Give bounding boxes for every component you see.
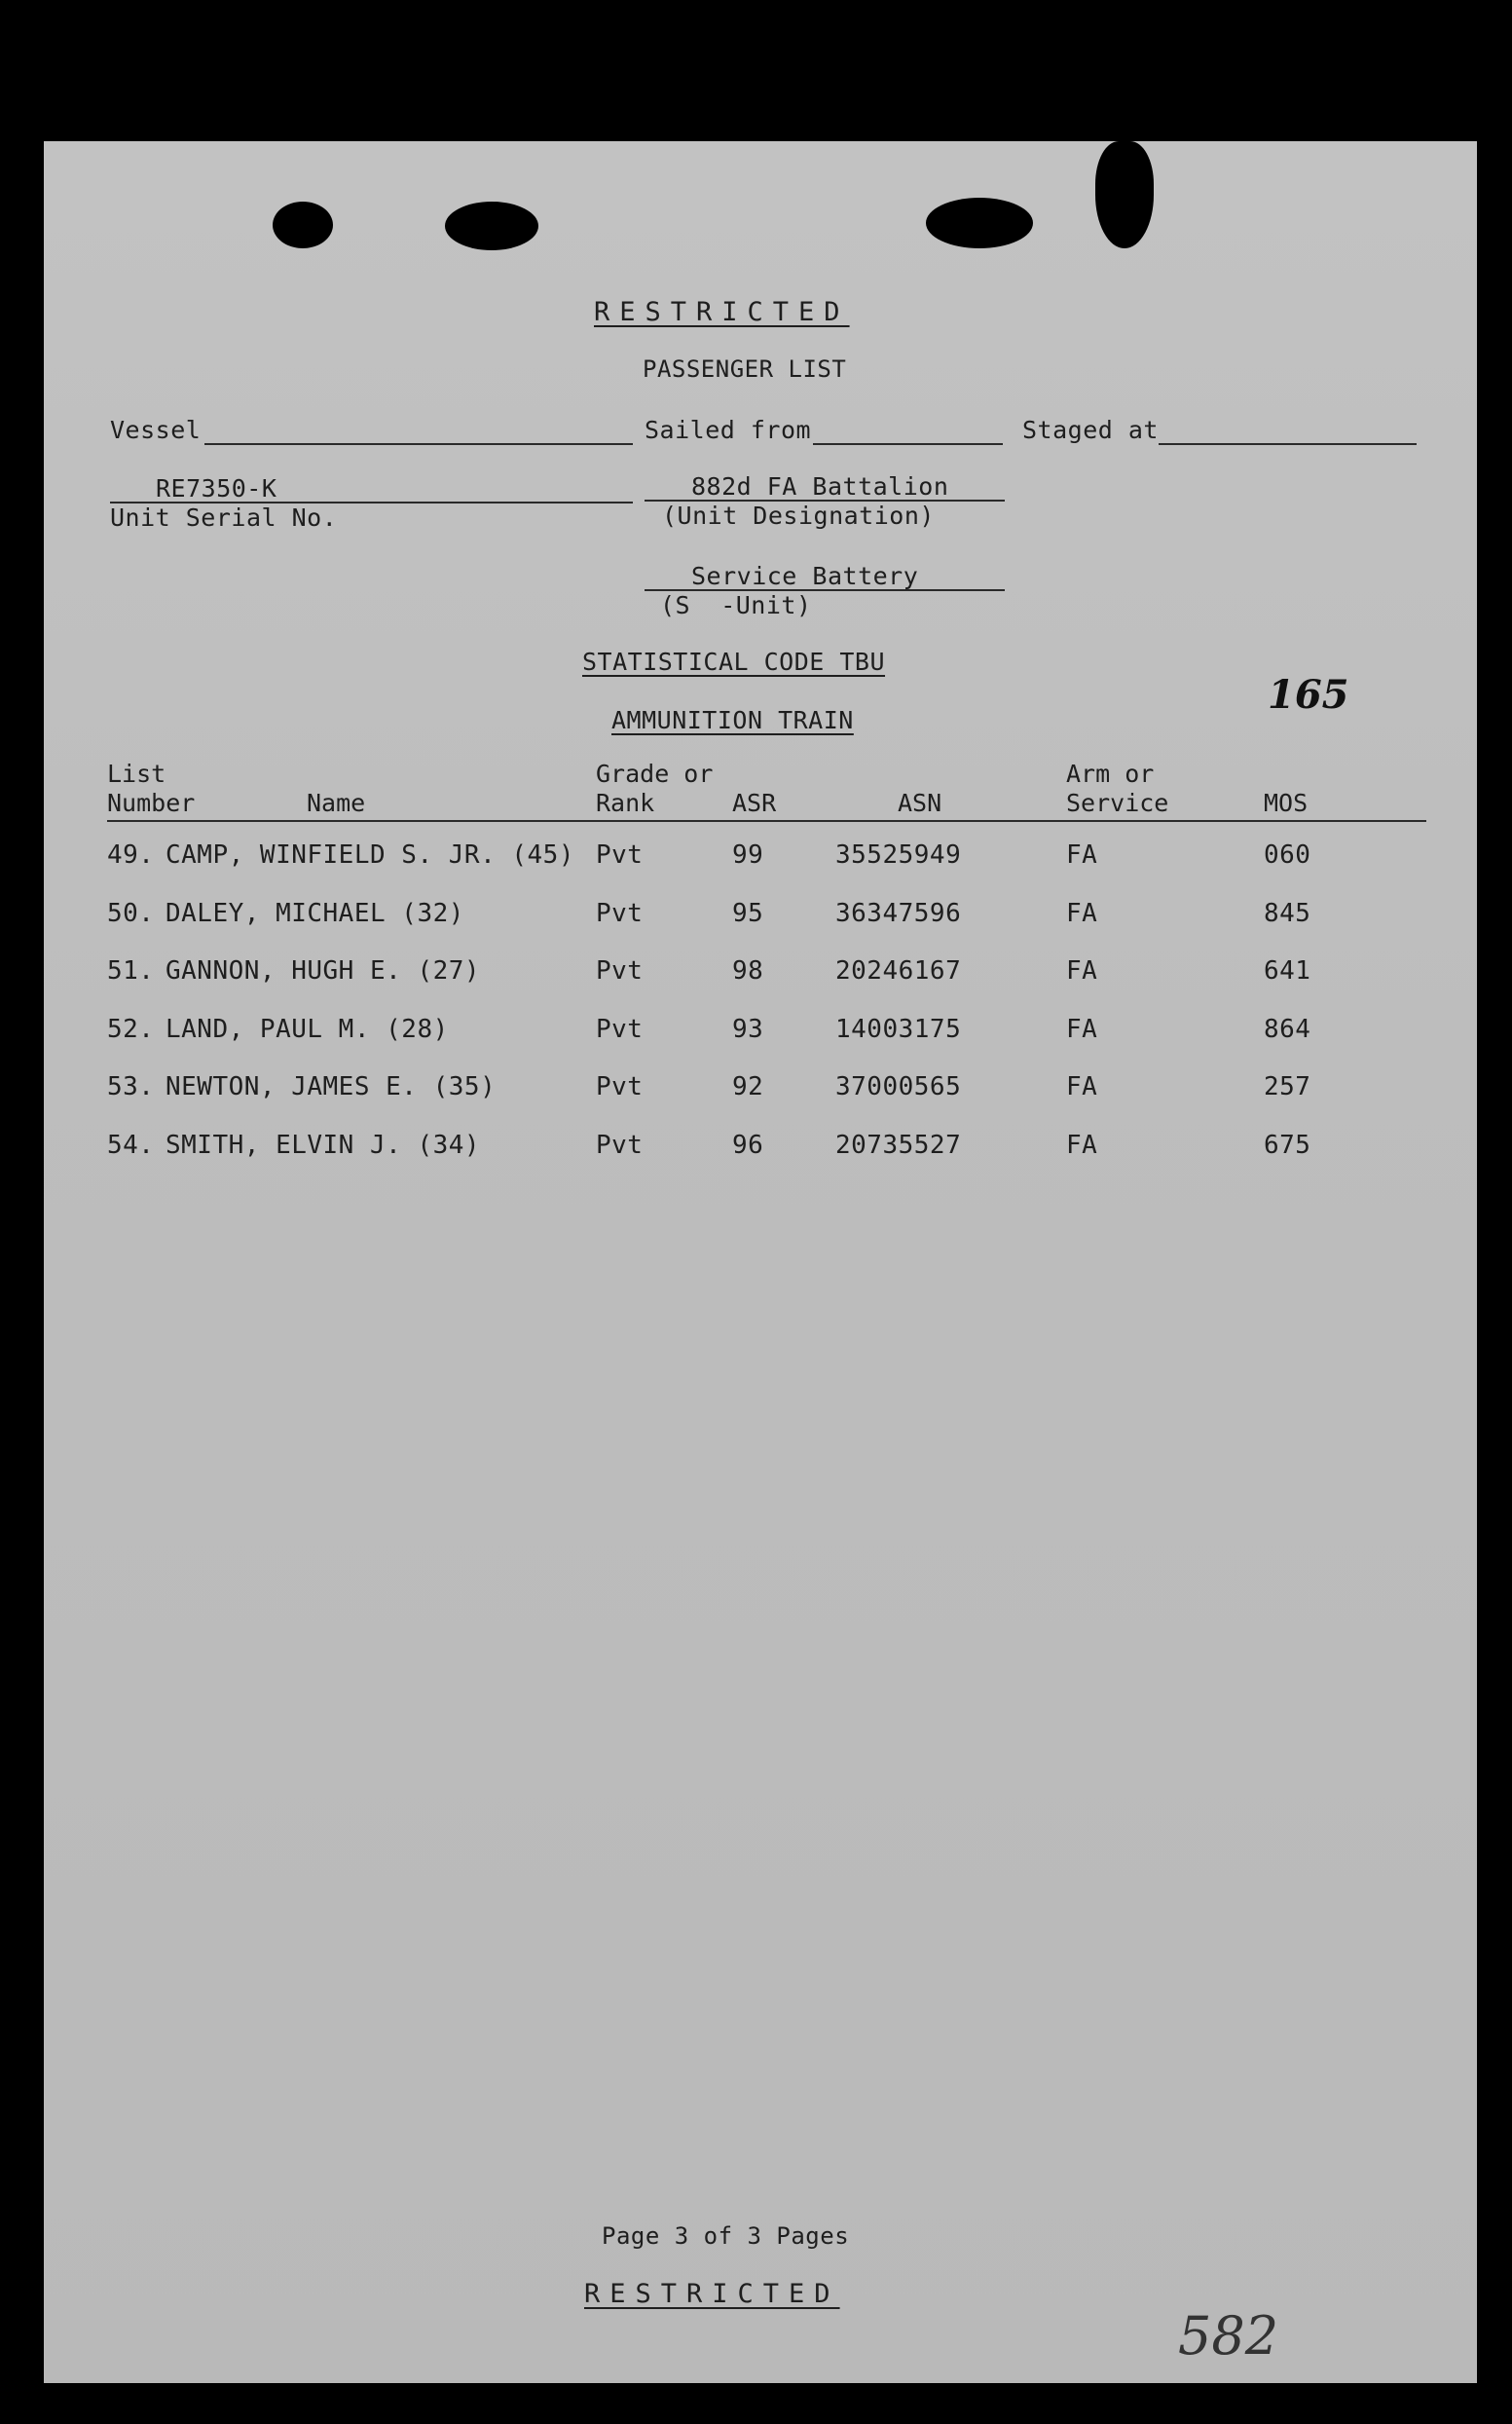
cell-name: DALEY, MICHAEL (32) <box>166 898 464 928</box>
sailed-line <box>813 443 1003 445</box>
unit-serial-value: RE7350-K <box>156 474 277 503</box>
header-rule <box>107 820 1426 822</box>
cell-asr: 98 <box>732 956 764 986</box>
col-asn: ASN <box>898 789 942 817</box>
cell-mos: 675 <box>1264 1130 1311 1160</box>
cell-name: NEWTON, JAMES E. (35) <box>166 1072 497 1101</box>
cell-asn: 20735527 <box>835 1130 962 1160</box>
cell-name: LAND, PAUL M. (28) <box>166 1014 449 1044</box>
col-list-number: List Number <box>107 760 196 817</box>
cell-grade: Pvt <box>596 1072 644 1101</box>
cell-name: SMITH, ELVIN J. (34) <box>166 1130 481 1160</box>
col-mos: MOS <box>1264 789 1309 817</box>
cell-num: 49. <box>107 840 155 870</box>
train-title: AMMUNITION TRAIN <box>611 706 854 734</box>
statistical-code: STATISTICAL CODE TBU <box>582 648 886 676</box>
col-asr: ASR <box>732 789 777 817</box>
cell-mos: 257 <box>1264 1072 1311 1101</box>
sailed-from-label: Sailed from <box>645 416 812 444</box>
cell-grade: Pvt <box>596 956 644 986</box>
cell-arm: FA <box>1066 1130 1098 1160</box>
unit-serial-label: Unit Serial No. <box>110 503 338 532</box>
cell-num: 53. <box>107 1072 155 1101</box>
cell-asr: 93 <box>732 1014 764 1044</box>
cell-name: GANNON, HUGH E. (27) <box>166 956 481 986</box>
staged-at-label: Staged at <box>1022 416 1159 444</box>
cell-arm: FA <box>1066 840 1098 870</box>
cell-asr: 99 <box>732 840 764 870</box>
handwritten-number: 582 <box>1178 2305 1279 2367</box>
cell-asn: 35525949 <box>835 840 962 870</box>
stamp-number: 165 <box>1268 672 1349 718</box>
document-page <box>44 141 1477 2383</box>
cell-grade: Pvt <box>596 840 644 870</box>
cell-arm: FA <box>1066 1014 1098 1044</box>
cell-grade: Pvt <box>596 898 644 928</box>
cell-grade: Pvt <box>596 1130 644 1160</box>
cell-num: 52. <box>107 1014 155 1044</box>
cell-arm: FA <box>1066 1072 1098 1101</box>
unit-designation-label: (Unit Designation) <box>662 502 935 530</box>
cell-mos: 845 <box>1264 898 1311 928</box>
sub-unit-value: Service Battery <box>691 562 919 590</box>
col-grade: Grade or Rank <box>596 760 714 817</box>
punch-hole <box>1095 141 1154 248</box>
classification-bottom: RESTRICTED <box>584 2279 840 2309</box>
col-name: Name <box>307 789 366 817</box>
cell-grade: Pvt <box>596 1014 644 1044</box>
col-arm: Arm or Service <box>1066 760 1169 817</box>
cell-num: 54. <box>107 1130 155 1160</box>
unit-designation-value: 882d FA Battalion <box>691 472 949 501</box>
classification-top: RESTRICTED <box>594 297 850 327</box>
cell-mos: 864 <box>1264 1014 1311 1044</box>
cell-asn: 36347596 <box>835 898 962 928</box>
cell-asr: 96 <box>732 1130 764 1160</box>
cell-asr: 92 <box>732 1072 764 1101</box>
vessel-label: Vessel <box>110 416 202 444</box>
sub-unit-label: (S -Unit) <box>660 591 812 619</box>
cell-asn: 14003175 <box>835 1014 962 1044</box>
cell-arm: FA <box>1066 898 1098 928</box>
punch-hole <box>445 202 538 250</box>
page-number: Page 3 of 3 Pages <box>602 2222 850 2250</box>
staged-line <box>1159 443 1417 445</box>
cell-arm: FA <box>1066 956 1098 986</box>
punch-hole <box>926 198 1033 248</box>
cell-mos: 060 <box>1264 840 1311 870</box>
vessel-line <box>204 443 633 445</box>
cell-name: CAMP, WINFIELD S. JR. (45) <box>166 840 574 870</box>
cell-asr: 95 <box>732 898 764 928</box>
page-title: PASSENGER LIST <box>643 355 847 383</box>
cell-asn: 37000565 <box>835 1072 962 1101</box>
punch-hole <box>273 202 333 248</box>
cell-asn: 20246167 <box>835 956 962 986</box>
cell-num: 50. <box>107 898 155 928</box>
cell-mos: 641 <box>1264 956 1311 986</box>
cell-num: 51. <box>107 956 155 986</box>
